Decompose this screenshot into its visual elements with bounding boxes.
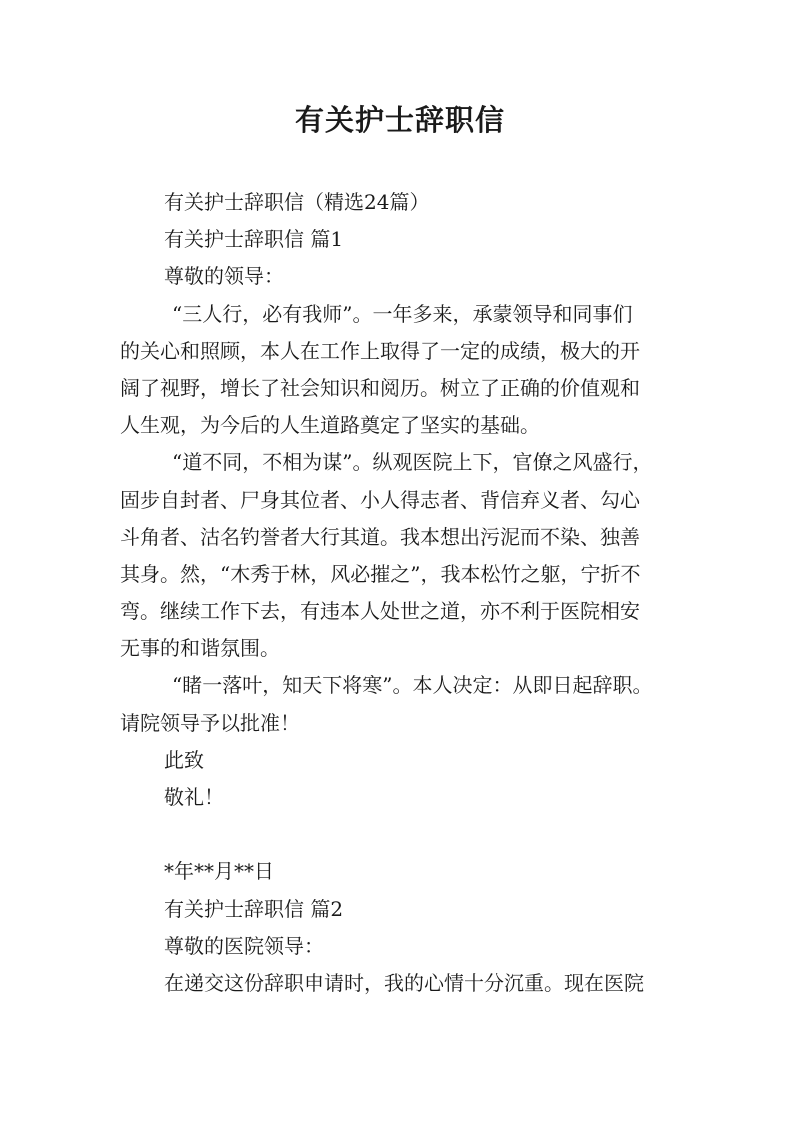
paragraph-line: 请院领导予以批准！: [120, 710, 300, 735]
blank-line: [120, 816, 688, 853]
paragraph-line: “三人行，必有我师”。一年多来，承蒙领导和同事们: [172, 301, 633, 326]
salutation-2: 尊敬的医院领导：: [164, 933, 324, 958]
closing-line: 此致: [164, 747, 204, 772]
paragraph-line: “睹一落叶，知天下将寒”。本人决定：从即日起辞职。: [172, 673, 653, 698]
document-body: [120, 184, 688, 1002]
paragraph-line: 在递交这份辞职申请时，我的心情十分沉重。现在医院: [164, 970, 644, 995]
collection-heading: 有关护士辞职信（精选24篇）: [164, 190, 430, 214]
salutation-1: 尊敬的领导：: [164, 264, 284, 289]
document-title: 有关护士辞职信: [294, 103, 505, 137]
paragraph-line: 斗角者、沽名钓誉者大行其道。我本想出污泥而不染、独善: [120, 524, 640, 549]
paragraph-line: 弯。继续工作下去，有违本人处世之道，亦不利于医院相安: [120, 599, 640, 624]
paragraph-line: 阔了视野，增长了社会知识和阅历。树立了正确的价值观和: [120, 375, 640, 400]
paragraph-line: 的关心和照顾，本人在工作上取得了一定的成绩，极大的开: [120, 338, 640, 363]
paragraph-line: 人生观，为今后的人生道路奠定了坚实的基础。: [120, 413, 540, 438]
date-line: *年**月**日: [164, 859, 274, 884]
closing-regards: 敬礼！: [164, 785, 224, 809]
paragraph-line: 固步自封者、尸身其位者、小人得志者、背信弃义者、勾心: [120, 487, 640, 512]
letter-heading-2: 有关护士辞职信 篇2: [164, 896, 344, 921]
paragraph-line: 其身。然，“木秀于林，风必摧之”，我本松竹之躯，宁折不: [120, 561, 641, 586]
letter-heading-1: 有关护士辞职信 篇1: [164, 227, 344, 252]
paragraph-line: “道不同，不相为谋”。纵观医院上下，官僚之风盛行，: [172, 450, 653, 475]
paragraph-line: 无事的和谐氛围。: [120, 636, 280, 661]
